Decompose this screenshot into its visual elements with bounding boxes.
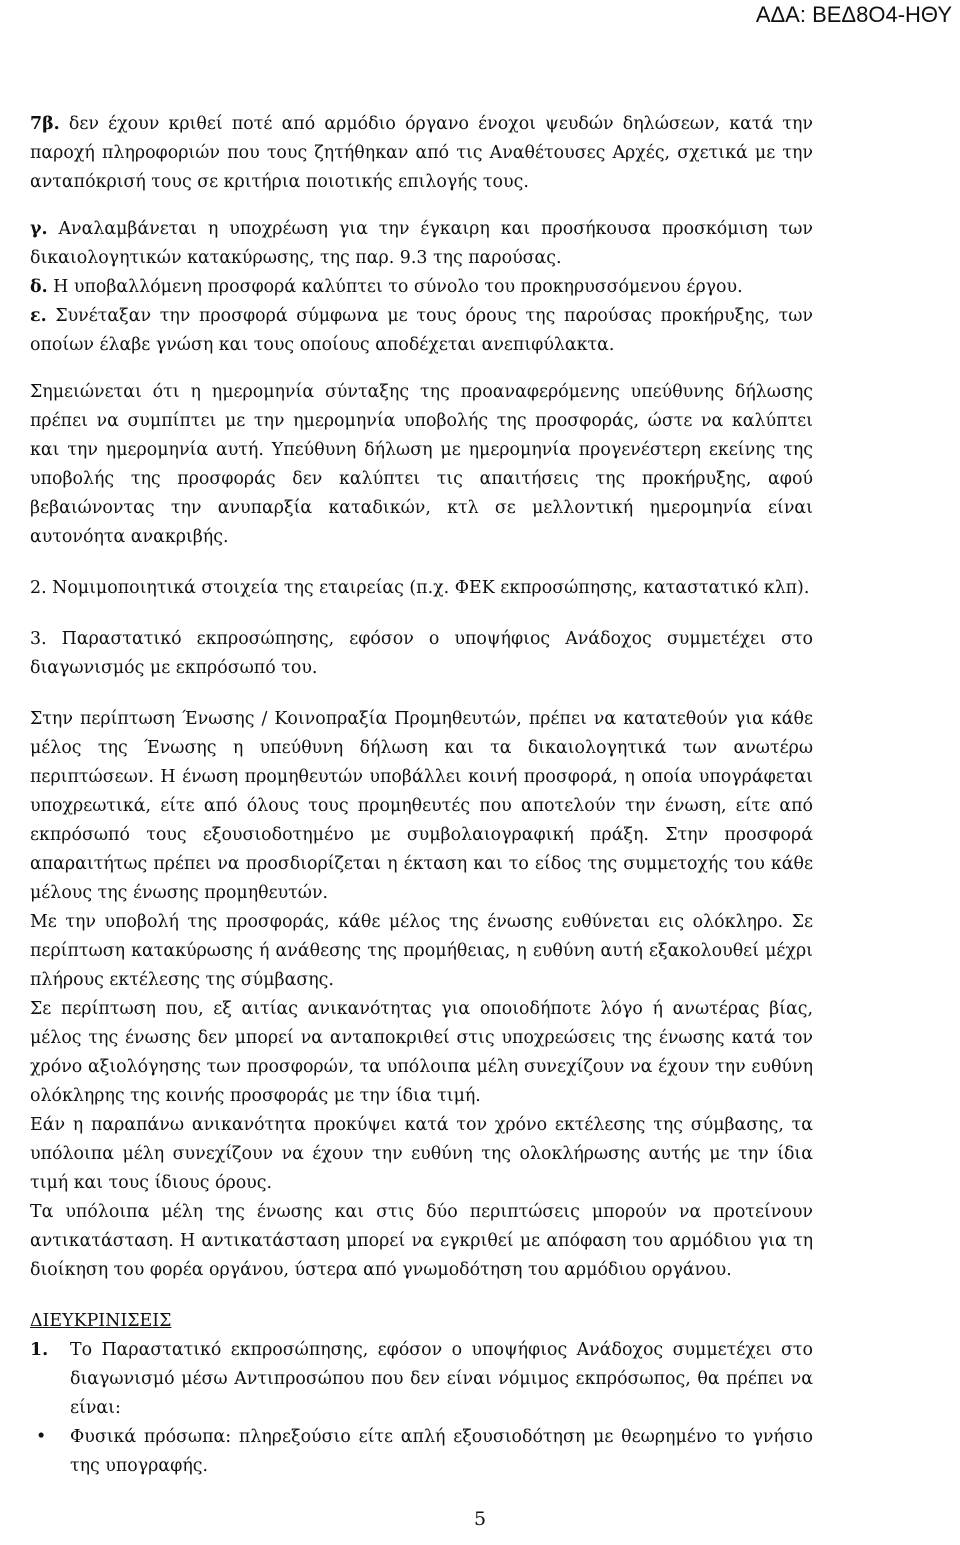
union-paragraph-1: Στην περίπτωση Ένωσης / Κοινοπραξία Προμηθευτών, πρέπει να κατατεθούν για κάθε μέλος της Ένωσης η υπεύθυνη δήλωση και τα δικαιολογητικά των ανωτέρω περιπτώσεων. Η ένωση προμηθευτών υποβάλλει κοινή προσφορά, η οποία υπογράφεται υποχρεωτικά, είτε από όλους τους προμηθευτές που αποτελούν την ένωση, είτε από εκπρόσωπό τους εξουσιοδοτημένο με συμβολαιογραφική πράξη. Στην προσφορά απαραιτήτως πρέπει να προσδιορίζεται η έκταση και το είδος της συμμετοχής του κάθε μέλους της ένωσης προμηθευτών. — [30, 709, 813, 903]
bullet-icon: • — [36, 1427, 47, 1447]
item-number: 1. — [30, 1340, 49, 1360]
union-paragraph-3: Σε περίπτωση που, εξ αιτίας ανικανότητας για οποιοδήποτε λόγο ή ανωτέρας βίας, μέλος της ένωσης δεν μπορεί να ανταποκριθεί στις υποχρεώσεις της ένωσης κατά τον χρόνο αξιολόγησης των προσφορών, τα υπόλοιπα μέλη συνεχίζουν να έχουν την ευθύνη ολόκληρης της κοινής προσφοράς με την ίδια τιμή. — [30, 999, 813, 1106]
item-3: 3. Παραστατικό εκπροσώπησης, εφόσον ο υποψήφιος Ανάδοχος συμμετέχει στο διαγωνισμός με εκπρόσωπό του. — [30, 629, 813, 678]
union-paragraph-4: Εάν η παραπάνω ανικανότητα προκύψει κατά τον χρόνο εκτέλεσης της σύμβασης, τα υπόλοιπα μέλη συνεχίζουν να έχουν την ευθύνη της ολοκλήρωσης αυτής με την ίδια τιμή και τους ίδιους όρους. — [30, 1115, 813, 1193]
paragraph-text: Η υποβαλλόμενη προσφορά καλύπτει το σύνολο του προκηρυσσόμενου έργου. — [47, 277, 743, 297]
clarifications-title: ΔΙΕΥΚΡΙΝΙΣΕΙΣ — [30, 1311, 172, 1331]
paragraph-d — [30, 273, 813, 302]
paragraph-g — [30, 215, 813, 273]
union-paragraph-5: Τα υπόλοιπα μέλη της ένωσης και στις δύο περιπτώσεις μπορούν να προτείνουν αντικατάσταση. Η αντικατάσταση μπορεί να εγκριθεί με απόφαση του αρμόδιου για τη διοίκηση του φορέα οργάνου, ύστερα από γνωμοδότηση του αρμόδιου οργάνου. — [30, 1202, 813, 1280]
paragraph-e — [30, 302, 813, 360]
ada-code: ΑΔΑ: ΒΕΔ8Ο4-ΗΘΥ — [755, 2, 952, 27]
union-paragraph-2: Με την υποβολή της προσφοράς, κάθε μέλος της ένωσης ευθύνεται εις ολόκληρο. Σε περίπτωση κατακύρωσης ή ανάθεσης της προμήθειας, η ευθύνη αυτή εξακολουθεί μέχρι πλήρους εκτέλεσης της σύμβασης. — [30, 912, 813, 990]
page-number: 5 — [473, 1508, 487, 1530]
paragraph-7b — [30, 110, 813, 197]
document-body — [30, 110, 813, 1481]
paragraph-text: δεν έχουν κριθεί ποτέ από αρμόδιο όργανο ένοχοι ψευδών δηλώσεων, κατά την παροχή πληροφοριών που τους ζητήθηκαν από τις Αναθέτουσες Αρχές, σχετικά με την ανταπόκρισή τους σε κριτήρια ποιοτικής επιλογής τους. — [30, 114, 813, 192]
note-paragraph: Σημειώνεται ότι η ημερομηνία σύνταξης της προαναφερόμενης υπεύθυνης δήλωσης πρέπει να συμπίπτει με την ημερομηνία υποβολής της προσφοράς, ώστε να καλύπτει και την ημερομηνία αυτή. Υπεύθυνη δήλωση με ημερομηνία προγενέστερη εκείνης της υποβολής της προσφοράς δεν καλύπτει τις απαιτήσεις της προκήρυξης, αφού βεβαιώνοντας την ανυπαρξία καταδικών, κτλ σε μελλοντική ημερομηνία είναι αυτονόητα ανακριβής. — [30, 382, 813, 547]
clarification-bullet-1 — [30, 1423, 813, 1481]
paragraph-text: Αναλαμβάνεται η υποχρέωση για την έγκαιρη και προσήκουσα προσκόμιση των δικαιολογητικών κατακύρωσης, της παρ. 9.3 της παρούσας. — [30, 219, 813, 268]
clarification-item-1 — [30, 1336, 813, 1423]
bullet-text: Φυσικά πρόσωπα: πληρεξούσιο είτε απλή εξουσιοδότηση με θεωρημένο το γνήσιο της υπογραφής. — [70, 1427, 813, 1476]
paragraph-label: γ. — [30, 219, 48, 239]
paragraph-text: Συνέταξαν την προσφορά σύμφωνα με τους όρους της παρούσας προκήρυξης, των οποίων έλαβε γνώση και τους οποίους αποδέχεται ανεπιφύλακτα. — [30, 306, 813, 355]
paragraph-label: ε. — [30, 306, 47, 326]
item-text: Το Παραστατικό εκπροσώπησης, εφόσον ο υποψήφιος Ανάδοχος συμμετέχει στο διαγωνισμό μέσω Αντιπροσώπου που δεν είναι νόμιμος εκπρόσωπος, θα πρέπει να είναι: — [70, 1340, 813, 1418]
paragraph-label: 7β. — [30, 114, 60, 134]
paragraph-label: δ. — [30, 277, 48, 297]
item-2: 2. Νομιμοποιητικά στοιχεία της εταιρείας (π.χ. ΦΕΚ εκπροσώπησης, καταστατικό κλπ). — [30, 578, 810, 598]
